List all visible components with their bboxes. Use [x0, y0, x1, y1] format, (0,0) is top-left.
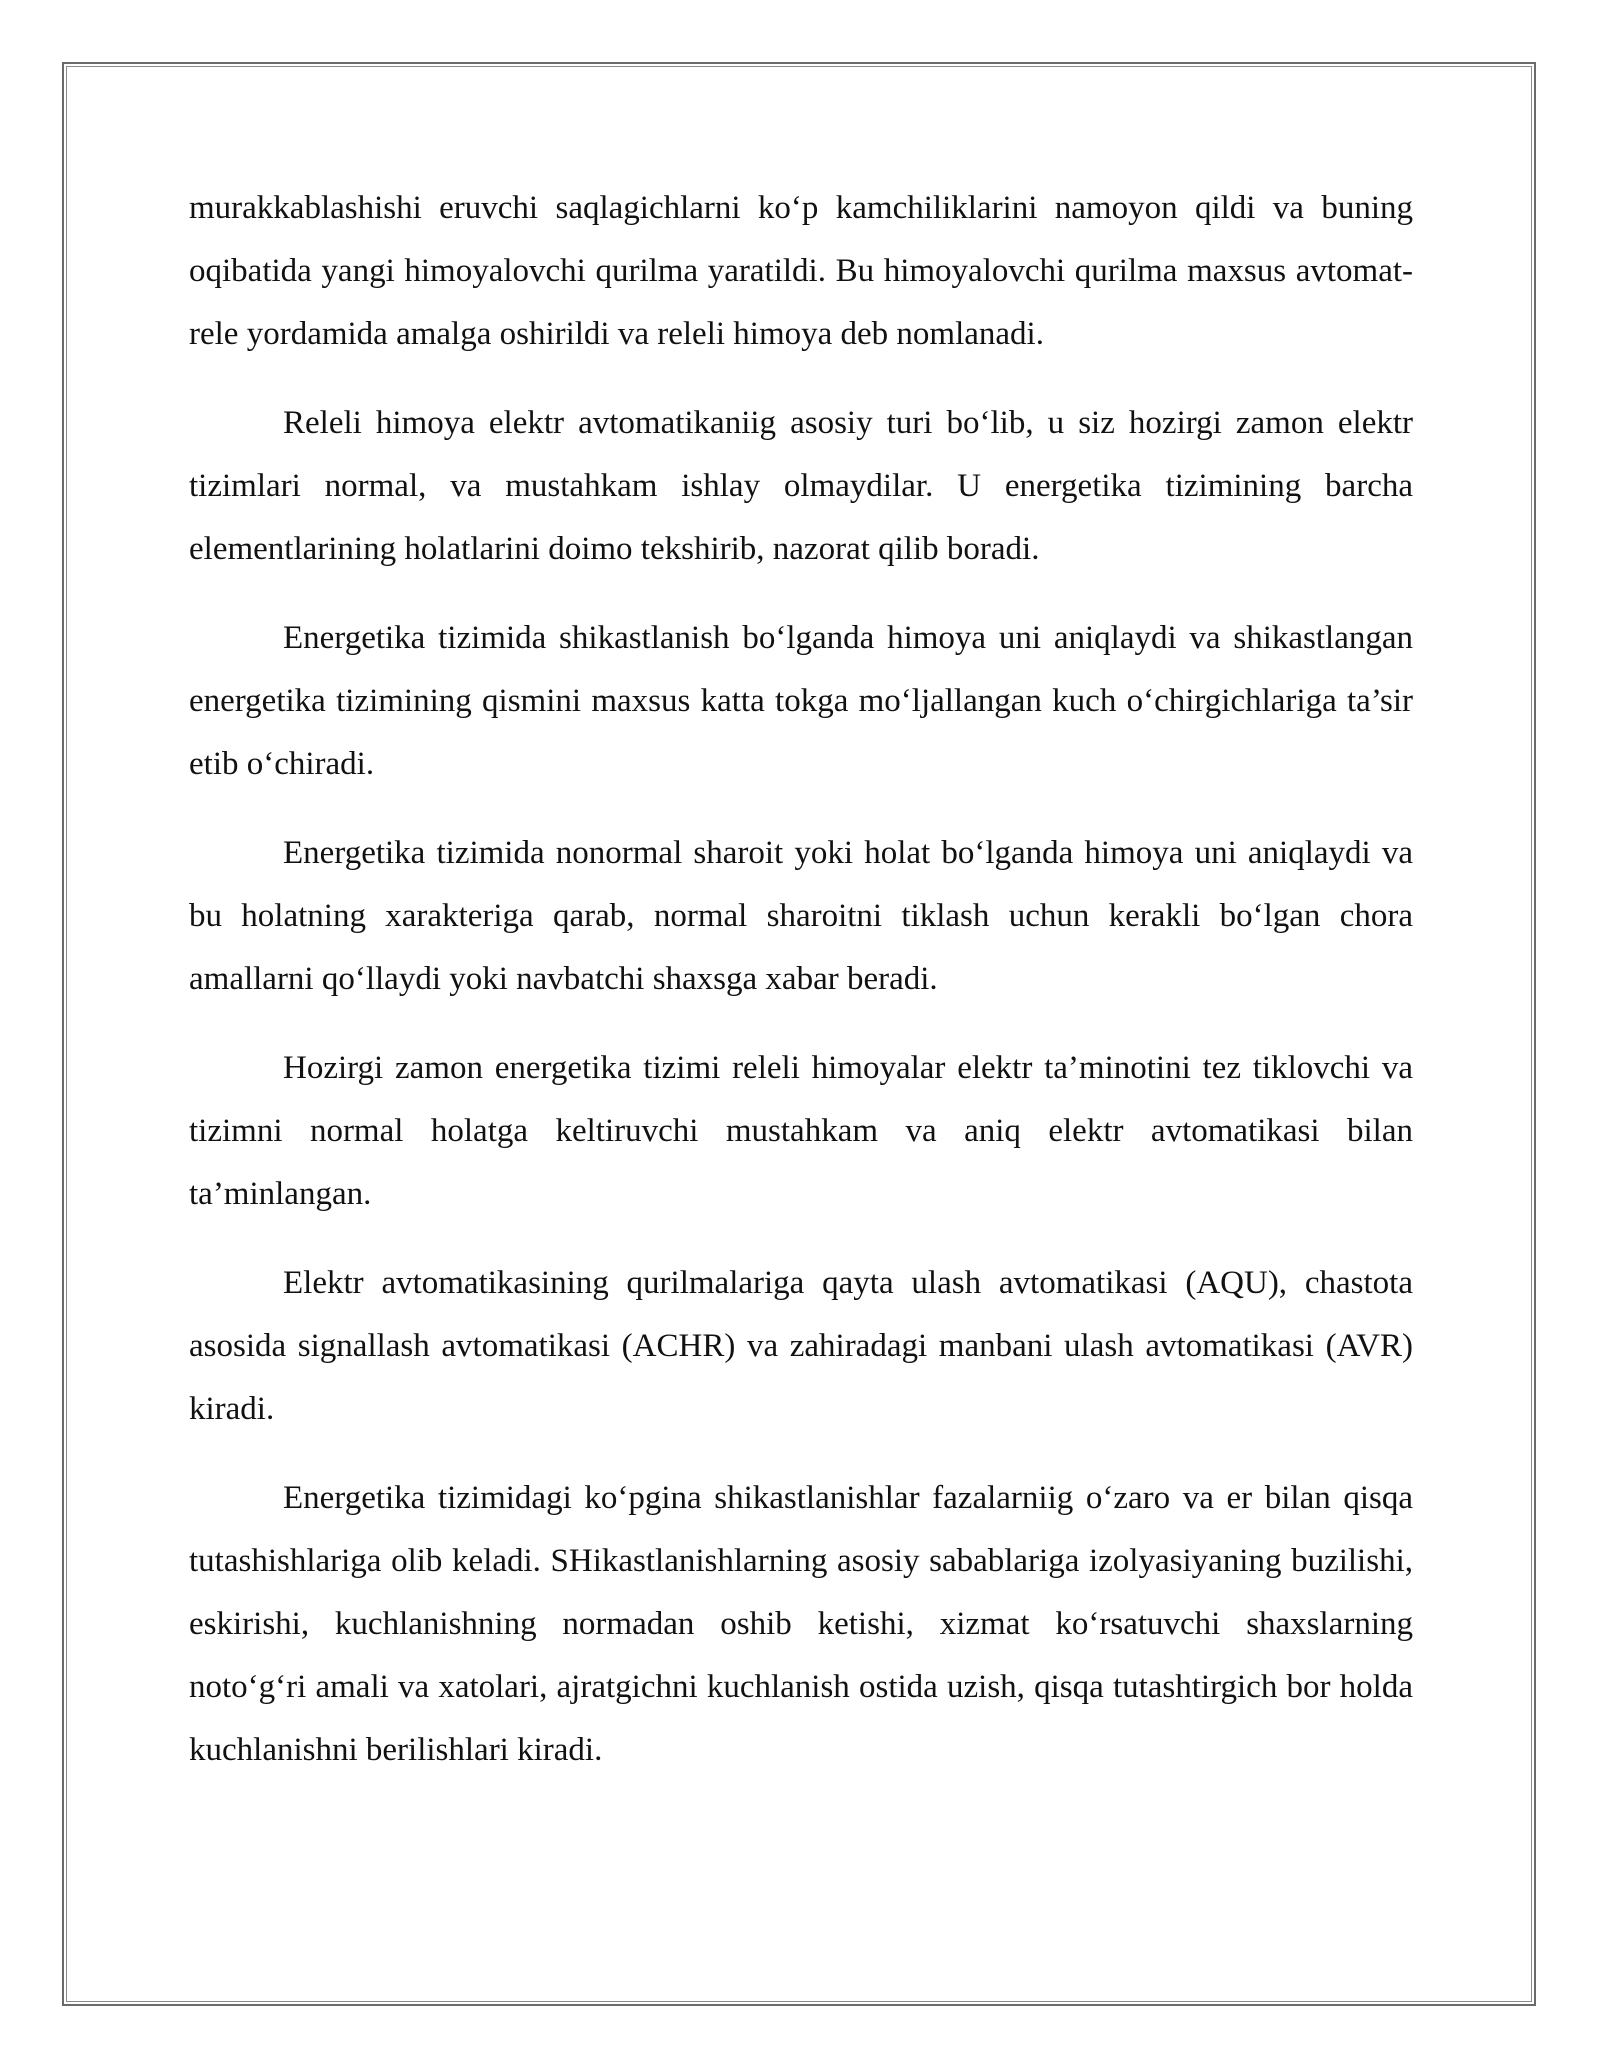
- paragraph-7: Energetika tizimidagi ko‘pgina shikastlanishlar fazalarniig o‘zaro va er bilan qisqa tutashishlariga olib keladi. SHikastlanishlarning asosiy sabablariga izolyasiyaning buzilishi, eskirishi, kuchlanishning normadan oshib ketishi, xizmat ko‘rsatuvchi shaxslarning noto‘g‘ri amali va xatolari, ajratgichni kuchlanish ostida uzish, qisqa tutashtirgich bor holda kuchlanishni berilishlari kiradi.: [189, 1480, 1413, 1768]
- paragraph-4: Energetika tizimida nonormal sharoit yoki holat bo‘lganda himoya uni aniqlaydi va bu holatning xarakteriga qarab, normal sharoitni tiklash uchun kerakli bo‘lgan chora amallarni qo‘llaydi yoki navbatchi shaxsga xabar beradi.: [189, 835, 1413, 997]
- paragraph-1: murakkablashishi eruvchi saqlagichlarni ko‘p kamchiliklarini namoyon qildi va buning oqibatida yangi himoyalovchi qurilma yaratildi. Bu himoyalovchi qurilma maxsus avtomat-rele yordamida amalga oshirildi va releli himoya deb nomlanadi.: [189, 190, 1413, 352]
- paragraph-6: Elektr avtomatikasining qurilmalariga qayta ulash avtomatikasi (AQU), chastota asosida signallash avtomatikasi (ACHR) va zahiradagi manbani ulash avtomatikasi (AVR) kiradi.: [189, 1265, 1413, 1427]
- paragraph-3: Energetika tizimida shikastlanish bo‘lganda himoya uni aniqlaydi va shikastlangan energetika tizimining qismini maxsus katta tokga mo‘ljallangan kuch o‘chirgichlariga ta’sir etib o‘chiradi.: [189, 620, 1413, 782]
- paragraph-5: Hozirgi zamon energetika tizimi releli himoyalar elektr ta’minotini tez tiklovchi va tizimni normal holatga keltiruvchi mustahkam va aniq elektr avtomatikasi bilan ta’minlangan.: [189, 1050, 1413, 1212]
- document-body: [189, 177, 1413, 1808]
- paragraph-2: Releli himoya elektr avtomatikaniig asosiy turi bo‘lib, u siz hozirgi zamon elektr tizimlari normal, va mustahkam ishlay olmaydilar. U energetika tizimining barcha elementlarining holatlarini doimo tekshirib, nazorat qilib boradi.: [189, 405, 1413, 567]
